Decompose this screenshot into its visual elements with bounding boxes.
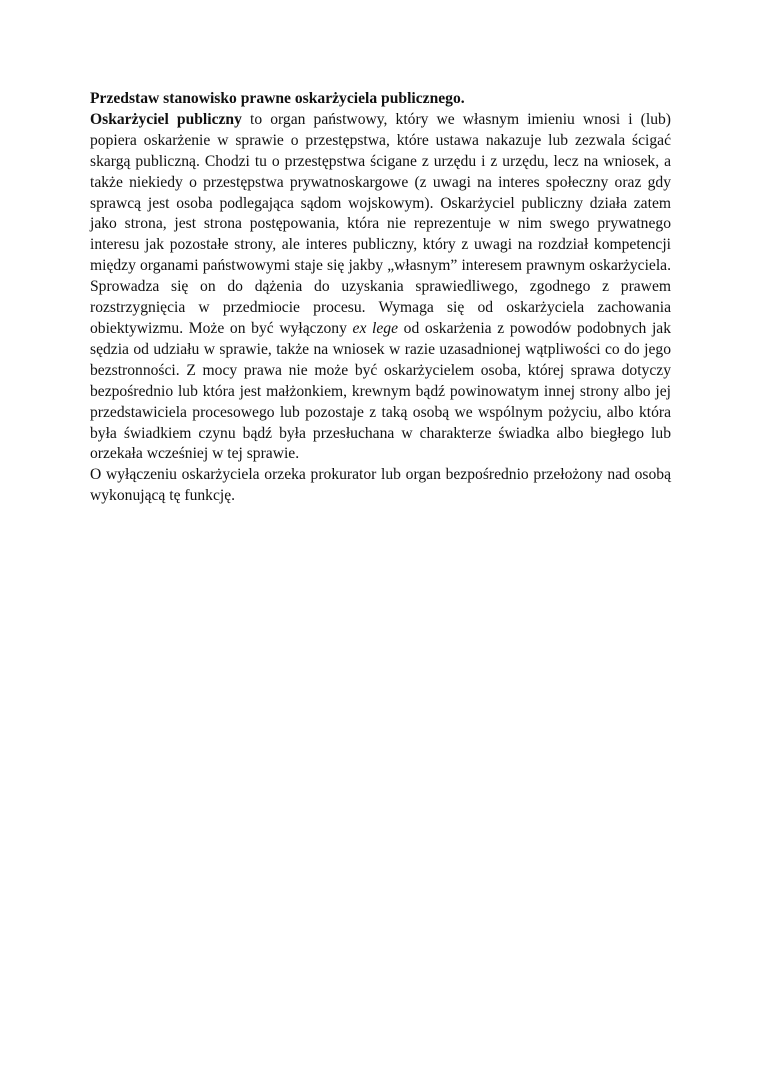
latin-term: ex lege	[352, 319, 399, 337]
term-lead: Oskarżyciel publiczny	[90, 110, 242, 128]
paragraph-text-1: to organ państwowy, który we własnym imieniu wnosi i (lub) popiera oskarżenie w sprawie o przestępstwa, które ustawa nakazuje lub zezwala ścigać skargą publiczną. Chodzi tu o przestępstwa ścigane z urzędu i z urzędu, lecz na wniosek, a także niekiedy o przestępstwa prywatnoskargowe (z uwagi na interes społeczny oraz gdy sprawcą jest osoba podlegająca sądom wojskowym). Oskarżyciel publiczny działa zatem jako strona, jest strona postępowania, która nie reprezentuje w nim swego prywatnego interesu jak pozostałe strony, ale interes publiczny, który z uwagi na rozdział kompetencji między organami państwowymi staje się jakby „własnym” interesem prawnym oskarżyciela. Sprowadza się on do dążenia do uzyskania sprawiedliwego, zgodnego z prawem rozstrzygnięcia w przedmiocie procesu. Wymaga się od oskarżyciela zachowania obiektywizmu. Może on być wyłączony	[90, 110, 671, 337]
document-title: Przedstaw stanowisko prawne oskarżyciela publicznego.	[90, 90, 465, 107]
document-body	[90, 89, 671, 507]
paragraph-text-2: od oskarżenia z powodów podobnych jak sędzia od udziału w sprawie, także na wniosek w razie uzasadnionej wątpliwości co do jego bezstronności. Z mocy prawa nie może być oskarżycielem osoba, której sprawa dotyczy bezpośrednio lub która jest małżonkiem, krewnym bądź powinowatym innej strony albo jej przedstawiciela procesowego lub pozostaje z taką osobą we wspólnym pożyciu, albo która była świadkiem czynu bądź była przesłuchana w charakterze świadka albo biegłego lub orzekała wcześniej w tej sprawie.	[90, 319, 671, 463]
paragraph-definition	[90, 110, 671, 465]
paragraph-exclusion: O wyłączeniu oskarżyciela orzeka prokurator lub organ bezpośrednio przełożony nad osobą wykonującą tę funkcję.	[90, 466, 671, 505]
